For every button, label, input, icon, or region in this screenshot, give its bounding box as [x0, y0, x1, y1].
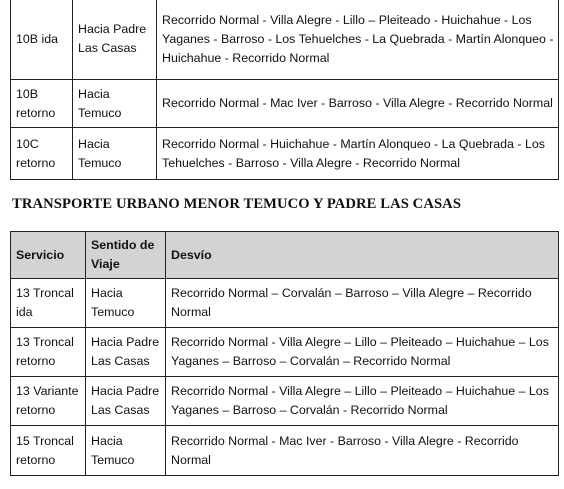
header-detour: Desvío [166, 232, 559, 279]
direction-cell: Hacia Temuco [73, 80, 157, 128]
detour-cell: Recorrido Normal - Villa Alegre - Lillo – Pleiteado - Huichahue - Los Yaganes - Barroso - Los Tehuelches - La Quebrada - Martín Alonqueo - Huichahue - Recorrido Normal [157, 0, 559, 80]
detour-table-top [10, 0, 559, 180]
direction-cell: Hacia Padre Las Casas [86, 377, 166, 426]
service-cell: 10C retorno [11, 128, 73, 180]
section-title: TRANSPORTE URBANO MENOR TEMUCO Y PADRE LAS CASAS [12, 196, 462, 212]
service-cell: 10B retorno [11, 80, 73, 128]
service-cell: 13 Variante retorno [11, 377, 86, 426]
detour-table-bottom [10, 231, 559, 476]
detour-cell: Recorrido Normal - Mac Iver - Barroso - Villa Alegre - Recorrido Normal [157, 80, 559, 128]
table-header-row [11, 232, 559, 279]
detour-cell: Recorrido Normal - Huichahue - Martín Alonqueo - La Quebrada - Los Tehuelches - Barroso - Villa Alegre - Recorrido Normal [157, 128, 559, 180]
detour-cell: Recorrido Normal – Corvalán – Barroso – Villa Alegre – Recorrido Normal [166, 279, 559, 328]
service-cell: 13 Troncal retorno [11, 328, 86, 377]
header-direction: Sentido de Viaje [86, 232, 166, 279]
service-cell: 15 Troncal retorno [11, 426, 86, 476]
direction-cell: Hacia Temuco [86, 279, 166, 328]
table-row [11, 128, 559, 180]
direction-cell: Hacia Temuco [86, 426, 166, 476]
table-row [11, 377, 559, 426]
table-row [11, 328, 559, 377]
service-cell: 10B ida [11, 0, 73, 80]
table-row [11, 279, 559, 328]
header-service: Servicio [11, 232, 86, 279]
direction-cell: Hacia Temuco [73, 128, 157, 180]
detour-cell: Recorrido Normal - Mac Iver - Barroso - Villa Alegre - Recorrido Normal [166, 426, 559, 476]
detour-cell: Recorrido Normal - Villa Alegre – Lillo – Pleiteado – Huichahue – Los Yaganes – Barroso – Corvalán - Recorrido Normal [166, 377, 559, 426]
service-cell: 13 Troncal ida [11, 279, 86, 328]
direction-cell: Hacia Padre Las Casas [86, 328, 166, 377]
table-row [11, 0, 559, 80]
direction-cell: Hacia Padre Las Casas [73, 0, 157, 80]
detour-cell: Recorrido Normal - Villa Alegre – Lillo – Pleiteado – Huichahue – Los Yaganes – Barroso – Corvalán – Recorrido Normal [166, 328, 559, 377]
table-row [11, 426, 559, 476]
table-row [11, 80, 559, 128]
